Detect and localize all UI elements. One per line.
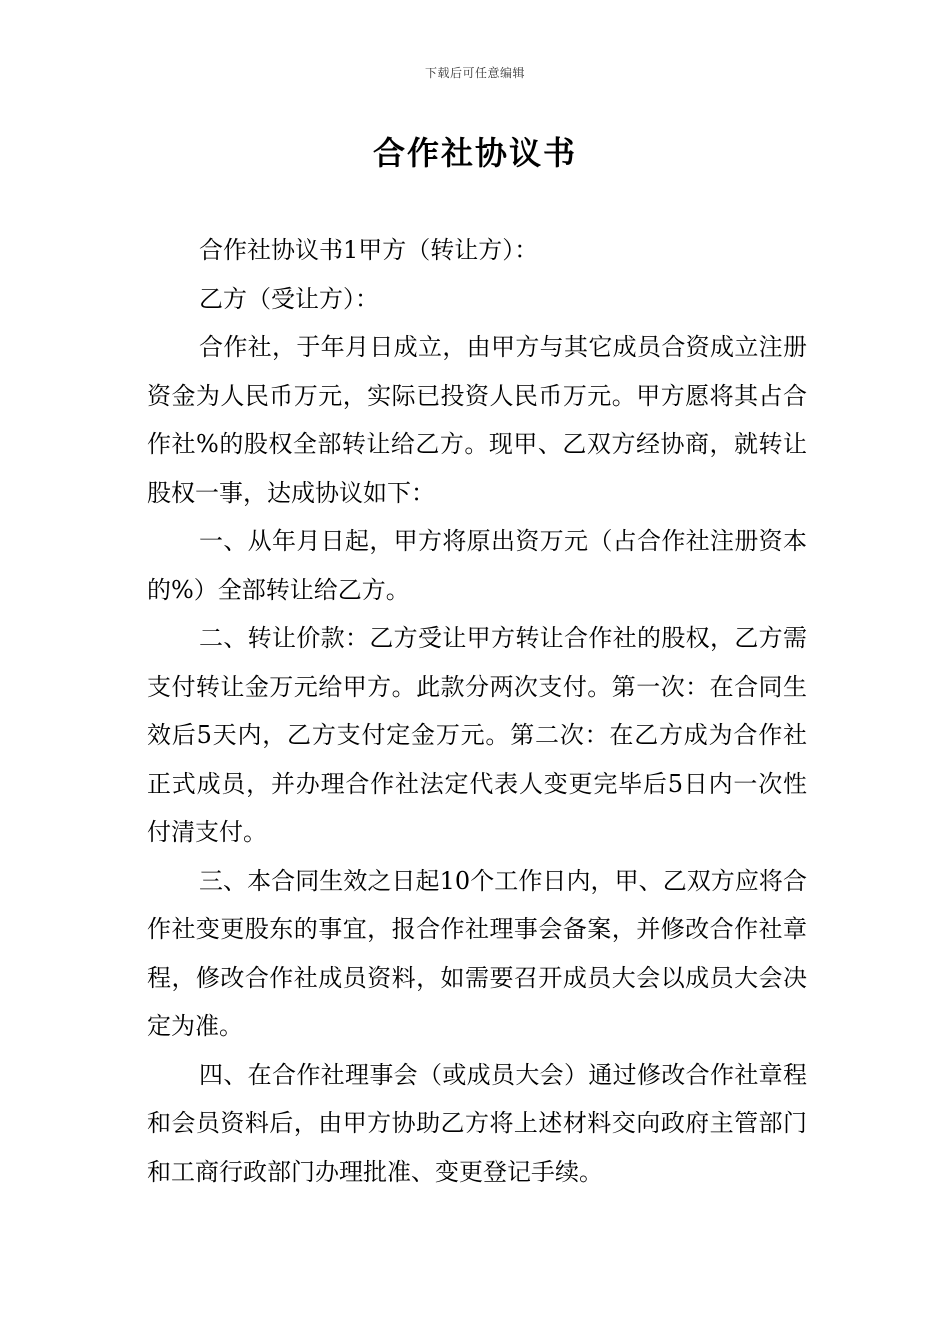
header-note: 下载后可任意编辑: [424, 66, 525, 80]
paragraph-intro: 合作社，于年月日成立，由甲方与其它成员合资成立注册资金为人民币万元，实际已投资人民币万元。甲方愿将其占合作社%的股权全部转让给乙方。现甲、乙双方经协商，就转让股权一事，达成协议如下：: [147, 333, 807, 507]
paragraph-party-b: 乙方（受让方）：: [199, 284, 379, 313]
paragraph-clause-3: 三、本合同生效之日起10个工作日内，甲、乙双方应将合作社变更股东的事宜，报合作社理事会备案，并修改合作社章程，修改合作社成员资料，如需要召开成员大会以成员大会决定为准。: [147, 866, 807, 1040]
paragraph-clause-2: 二、转让价款：乙方受让甲方转让合作社的股权，乙方需支付转让金万元给甲方。此款分两次支付。第一次：在合同生效后5天内，乙方支付定金万元。第二次：在乙方成为合作社正式成员，并办理合作社法定代表人变更完毕后5日内一次性付清支付。: [147, 624, 807, 846]
paragraph-party-a: 合作社协议书1甲方（转让方）：: [199, 236, 539, 264]
paragraph-clause-1: 一、从年月日起，甲方将原出资万元（占合作社注册资本的%）全部转让给乙方。: [147, 527, 807, 604]
document-title: 合作社协议书: [372, 134, 577, 172]
paragraph-clause-4: 四、在合作社理事会（或成员大会）通过修改合作社章程和会员资料后，由甲方协助乙方将上述材料交向政府主管部门和工商行政部门办理批准、变更登记手续。: [147, 1060, 807, 1186]
document-body: [147, 226, 807, 1196]
